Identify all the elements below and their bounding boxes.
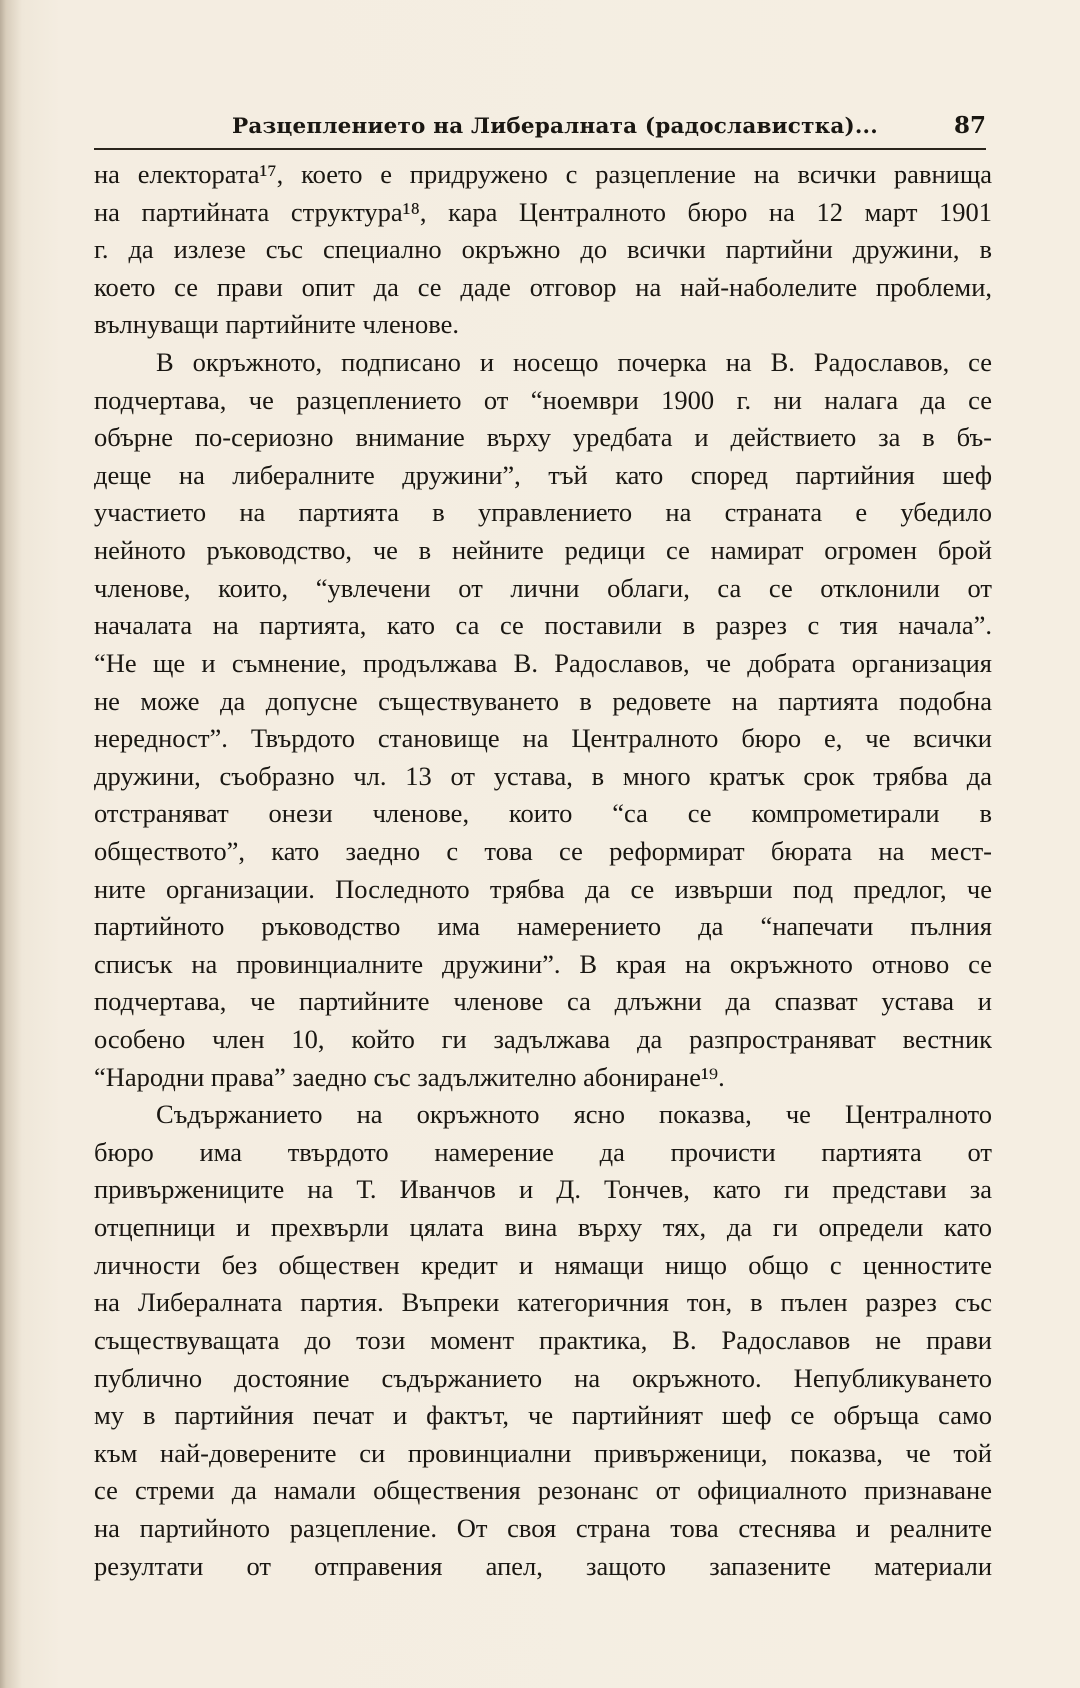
text-line: на Либералната партия. Въпреки категоричния тон, в пълен разрез със — [94, 1287, 992, 1318]
text-line: Съдържанието на окръжното ясно показва, че Централното — [156, 1099, 992, 1130]
text-line: г. да излезе със специално окръжно до всички партийни дружини, в — [94, 234, 992, 265]
running-header — [94, 110, 986, 150]
text-line: към най-доверените си провинциални привърженици, показва, че той — [94, 1437, 992, 1468]
running-title: Разцеплението на Либералната (радославистка)... — [232, 114, 878, 139]
text-line: личности без обществен кредит и нямащи нищо общо с ценностите — [94, 1249, 992, 1280]
text-line: ните организации. Последното трябва да се извърши под предлог, че — [94, 873, 992, 904]
text-line: нейното ръководство, че в нейните редици се намират огромен брой — [94, 535, 992, 566]
text-line: списък на провинциалните дружини”. В края на окръжното отново се — [94, 948, 992, 979]
text-line: дружини, съобразно чл. 13 от устава, в много кратък срок трябва да — [94, 760, 992, 791]
text-line: отстраняват онези членове, които “са се компрометирали в — [94, 798, 992, 829]
page-number: 87 — [953, 112, 986, 139]
text-line: съществуващата до този момент практика, В. Радославов не прави — [94, 1324, 992, 1355]
text-line: особено член 10, който ги задължава да разпространяват вестник — [94, 1024, 992, 1055]
text-line: привържениците на Т. Иванчов и Д. Тончев, като ги представи за — [94, 1174, 992, 1205]
text-line: участието на партията в управлението на страната е убедило — [94, 497, 992, 528]
text-line: на партийното разцепление. От своя страна това стеснява и реалните — [94, 1512, 992, 1543]
text-line: “Не ще и съмнение, продължава В. Радославов, че добрата организация — [94, 647, 992, 678]
text-line: на електората¹⁷, което е придружено с разцепление на всички равнища — [94, 159, 992, 189]
text-line: началата на партията, като са се поставили в разрез с тия начала”. — [94, 610, 992, 641]
text-line: подчертава, че разцеплението от “ноември 1900 г. ни налага да се — [94, 384, 992, 415]
text-line: обществото”, като заедно с това се реформират бюрата на мест- — [94, 835, 992, 866]
text-line: подчертава, че партийните членове са длъжни да спазват устава и — [94, 986, 992, 1017]
text-line: се стреми да намали обществения резонанс от официалното признаване — [94, 1475, 992, 1506]
text-line: публично достояние съдържанието на окръжното. Непубликуването — [94, 1362, 992, 1393]
text-line: отцепници и прехвърли цялата вина върху тях, да ги определи като — [94, 1212, 992, 1243]
text-line: деще на либералните дружини”, тъй като според партийния шеф — [94, 459, 992, 490]
text-line: В окръжното, подписано и носещо почерка на В. Радославов, се — [156, 347, 992, 378]
text-line: което се прави опит да се даде отговор на най-наболелите проблеми, — [94, 271, 992, 302]
text-line: нередност”. Твърдото становище на Централното бюро е, че всички — [94, 723, 992, 754]
text-line: “Народни права” заедно със задължително абониране¹⁹. — [94, 1061, 725, 1092]
text-line: членове, които, “увлечени от лични облаги, са се отклонили от — [94, 572, 992, 603]
text-line: му в партийния печат и фактът, че партийният шеф се обръща само — [94, 1400, 992, 1431]
text-line: не може да допусне съществуването в редовете на партията подобна — [94, 685, 992, 716]
text-line: резултати от отправения апел, защото запазените материали — [94, 1550, 992, 1581]
text-line: на партийната структура¹⁸, кара Централното бюро на 12 март 1901 — [94, 196, 992, 227]
text-line: бюро има твърдото намерение да прочисти партията от — [94, 1136, 992, 1167]
body-text — [94, 156, 992, 1585]
text-line: обърне по-сериозно внимание върху уредбата и действието за в бъ- — [94, 422, 992, 453]
text-line: вълнуващи партийните членове. — [94, 309, 459, 340]
text-line: партийното ръководство има намерението да “напечати пълния — [94, 911, 992, 942]
